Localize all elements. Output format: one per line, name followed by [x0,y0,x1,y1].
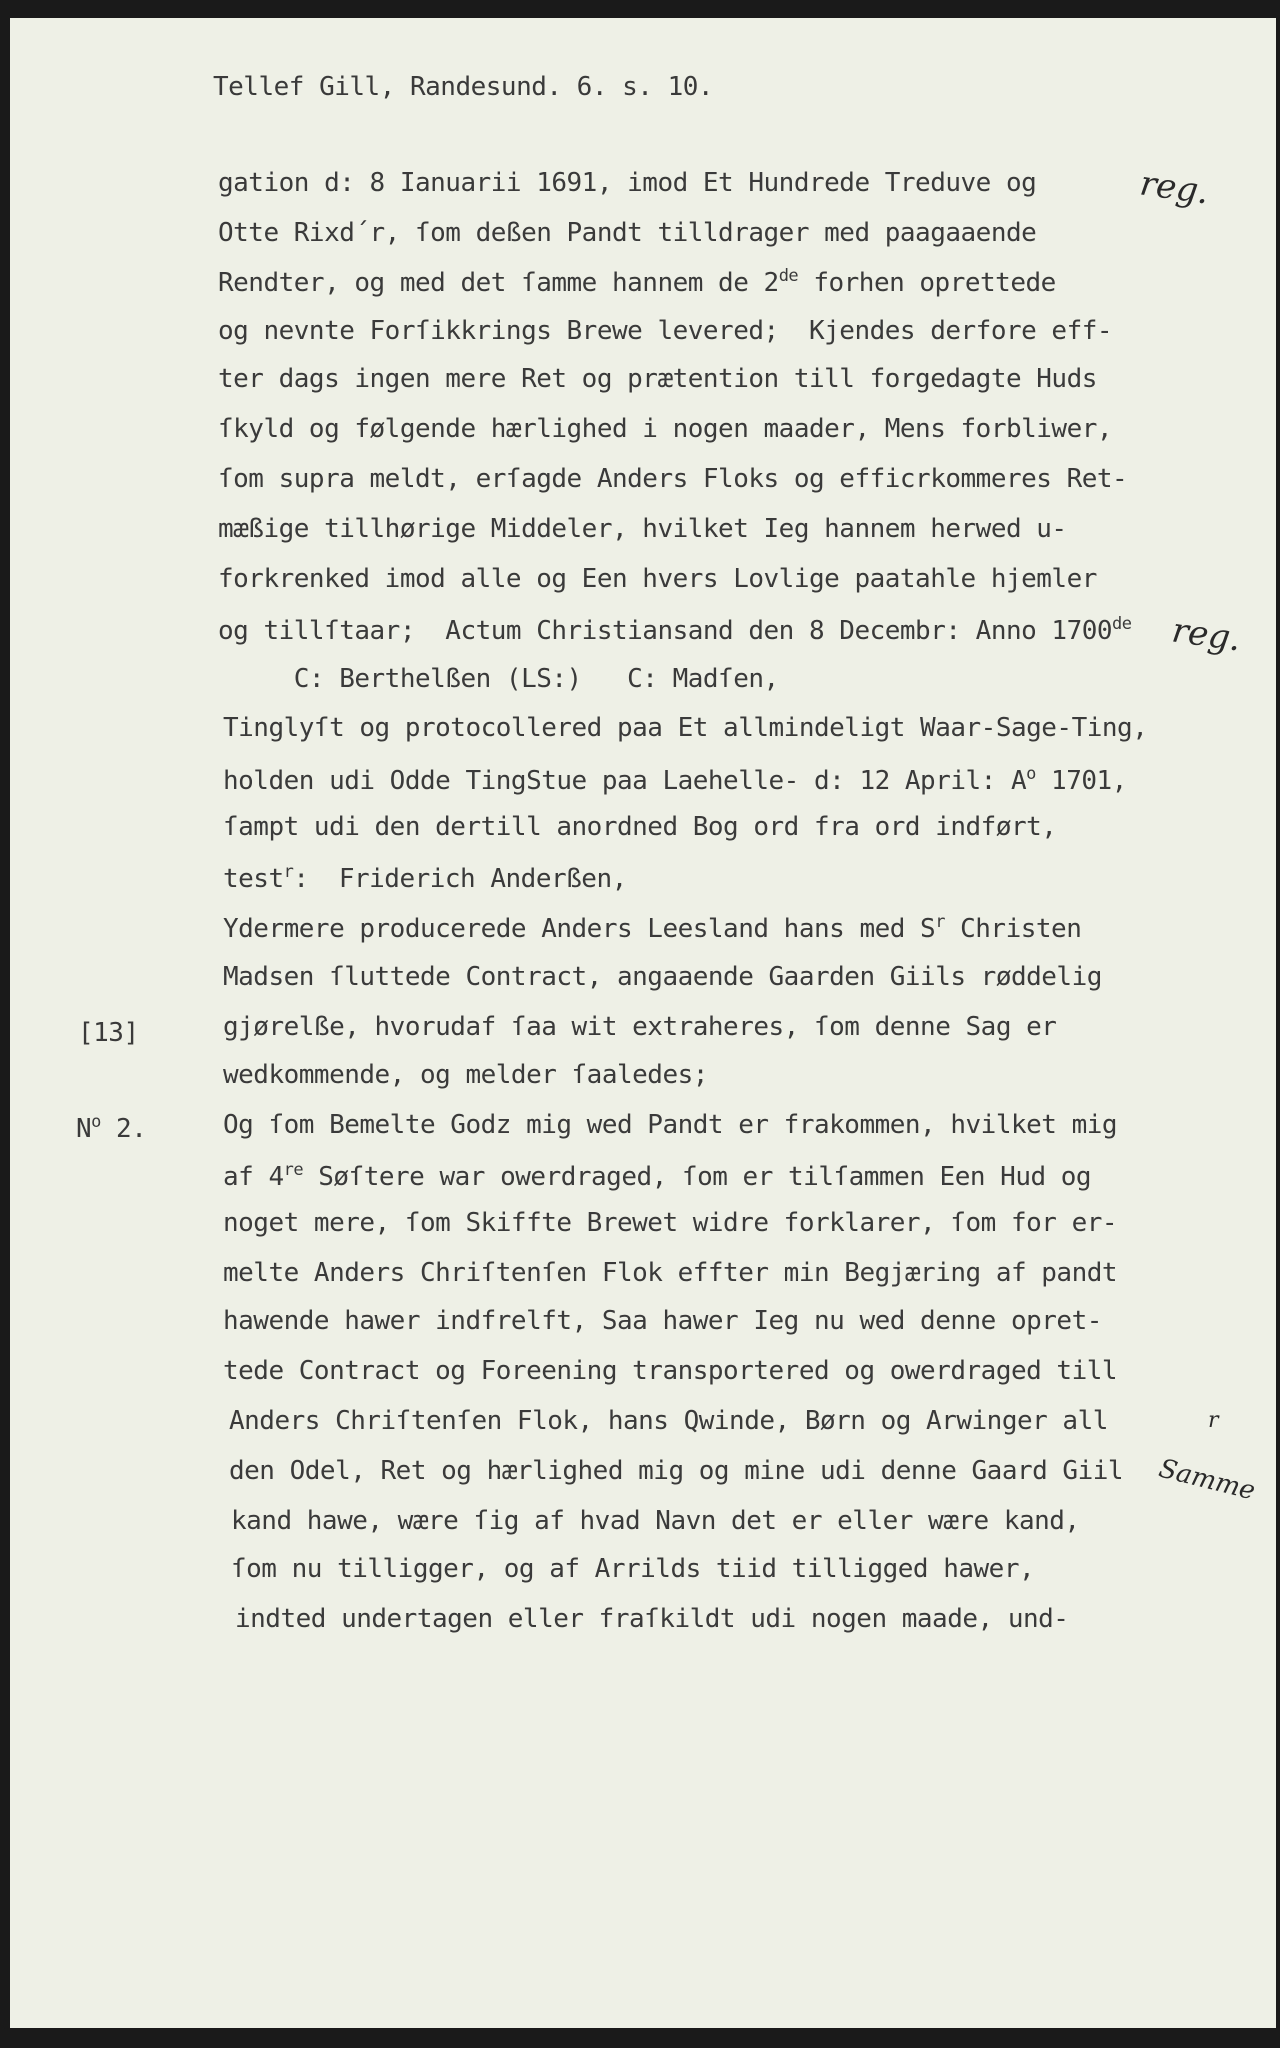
line-text: Madsen ſluttede Contract, angaaende Gaarden Giils røddelig [223,962,1102,992]
text-line [218,614,1132,646]
line-text: ſom nu tilligger, og af Arrilds tiid tilligged hawer, [231,1554,1035,1584]
text-line [218,266,1056,298]
text-line [229,1406,1108,1436]
text-line [223,1160,1091,1192]
page-header: Tellef Gill, Randesund. 6. s. 10. [213,72,714,102]
text-line [223,764,1127,796]
text-line [223,1012,1056,1042]
line-text: holden udi Odde TingStue paa Laehelle- d: 12 April: A [223,766,1027,796]
line-text: den Odel, Ret og hærlighed mig og mine udi denne Gaard Giil [229,1456,1124,1486]
number-label: N [76,1114,92,1144]
line-superscript: r [935,912,945,932]
line-text: gjørelße, hvorudaf ſaa wit extraheres, ſom denne Sag er [223,1012,1057,1042]
text-line [223,812,1056,842]
text-line [223,1258,1117,1288]
text-line [231,1554,1034,1584]
text-line [223,962,1102,992]
line-text: Otte Rixd´r, ſom deßen Pandt tilldrager med paagaaende [218,218,1037,248]
text-line [218,514,1067,544]
margin-note-reg-2: reg. [1169,610,1244,660]
line-superscript: r [283,862,294,882]
text-line [218,316,1112,346]
text-line [235,1604,1068,1634]
text-line [218,168,1036,198]
line-text: og tillſtaar; Actum Christiansand den 8 Decembr: Anno 1700 [218,616,1113,646]
text-line [223,1110,1117,1140]
text-line [218,218,1036,248]
margin-document-number [76,1112,146,1144]
line-text: melte Anders Chriſtenſen Flok effter min Begjæring af pandt [223,1258,1118,1288]
line-superscript: re [283,1160,304,1180]
text-line [218,564,1097,594]
number-sup: o [91,1112,101,1132]
text-line [218,414,1112,444]
line-text: test [223,864,284,894]
text-line [231,1506,1080,1536]
text-line [218,464,1127,494]
line-text: af 4 [223,1162,284,1192]
text-line [223,1208,1117,1238]
line-text-continued: : Friderich Anderßen, [293,864,627,894]
line-text: mæßige tillhørige Middeler, hvilket Ieg hannem herwed u- [218,514,1067,544]
line-text: ſom supra meldt, erſagde Anders Floks og efficrkommeres Ret- [218,464,1128,494]
line-text: og nevnte Forſikkrings Brewe levered; Kjendes derfore eff- [218,316,1113,346]
line-text: Og ſom Bemelte Godz mig wed Pandt er frakommen, hvilket mig [223,1110,1118,1140]
text-line [223,912,1081,944]
text-line [223,1060,708,1090]
margin-page-ref: [13] [78,1018,139,1048]
line-text-continued: forhen oprettede [798,268,1056,298]
line-text: ſkyld og følgende hærlighed i nogen maader, Mens forbliwer, [218,414,1113,444]
line-text-continued: Søſtere war owerdraged, ſom er tilſammen Een Hud og [303,1162,1092,1192]
line-text: Tinglyſt og protocollered paa Et allmindeligt Waar-Sage-Ting, [223,713,1148,743]
line-text-continued: Christen [944,914,1082,944]
line-text: noget mere, ſom Skiffte Brewet widre forklarer, ſom for er- [223,1208,1118,1238]
line-text: Rendter, og med det ſamme hannem de 2 [218,268,779,298]
line-text: Anders Chriſtenſen Flok, hans Qwinde, Børn og Arwinger all [229,1406,1108,1436]
line-text: ter dags ingen mere Ret og prætention till forgedagte Huds [218,364,1097,394]
margin-note-samme: Samme [1155,1453,1259,1507]
line-text: Ydermere producerede Anders Leesland hans med S [223,914,936,944]
line-text: indted undertagen eller fraſkildt udi nogen maade, und- [235,1604,1069,1634]
text-line [218,664,779,694]
line-text: tede Contract og Foreening transportered og owerdraged till [223,1356,1118,1386]
line-text: gation d: 8 Ianuarii 1691, imod Et Hundrede Treduve og [218,168,1037,198]
margin-note-r: r [1208,1408,1219,1433]
text-line [223,713,1147,743]
line-text: wedkommende, og melder ſaaledes; [223,1060,708,1090]
text-line [223,1356,1117,1386]
line-superscript: de [778,266,799,286]
line-text-continued: 1701, [1035,766,1127,796]
line-text: C: Berthelßen (LS:) C: Madſen, [218,664,779,694]
text-line [218,364,1097,394]
line-text: hawende hawer indfrelft, Saa hawer Ieg nu wed denne opret- [223,1306,1102,1336]
margin-note-reg-1: reg. [1137,163,1212,213]
line-text: kand hawe, wære ſig af hvad Navn det er eller wære kand, [231,1506,1080,1536]
text-line [223,1306,1102,1336]
text-line [223,862,627,894]
number-value: 2. [100,1114,147,1144]
line-superscript: de [1112,614,1132,634]
line-superscript: o [1026,764,1036,784]
text-line [229,1456,1123,1486]
line-text: ſampt udi den dertill anordned Bog ord fra ord indført, [223,812,1057,842]
line-text: forkrenked imod alle og Een hvers Lovlige paatahle hjemler [218,564,1097,594]
